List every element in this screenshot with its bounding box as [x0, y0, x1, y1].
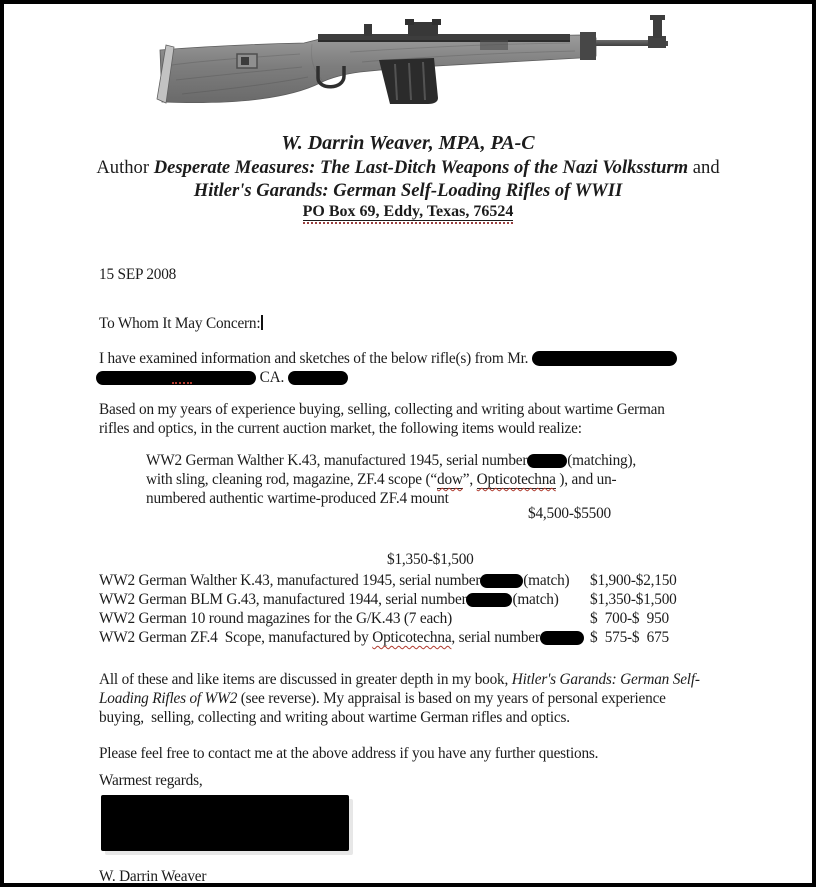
author-prefix: Author	[96, 157, 154, 178]
rifle-photo-illustration	[150, 10, 710, 120]
contact-line: Please feel free to contact me at the above address if you have any further questions.	[99, 745, 599, 762]
market-paragraph-line-2: rifles and optics, in the current auction market, the following items would realize:	[99, 420, 582, 437]
date-line: 15 SEP 2008	[99, 266, 177, 283]
text-cursor	[261, 315, 263, 330]
item-price: $1,350-$1,500	[590, 591, 677, 608]
misspelled-word: dow	[437, 471, 463, 488]
item-row: WW2 German 10 round magazines for the G/K.43 (7 each)	[99, 610, 452, 627]
item-price: $1,900-$2,150	[590, 572, 677, 589]
misspelled-word: Opticotechna	[476, 471, 556, 488]
signature-redaction-block	[101, 795, 349, 851]
book-title-2: Hitler's Garands: German Self-Loading Rifles of WWII	[193, 180, 623, 201]
redaction-bar	[288, 371, 348, 385]
redaction-bar	[527, 454, 567, 468]
intro-line-2: CA.	[96, 368, 348, 387]
salutation-line: To Whom It May Concern:	[99, 314, 263, 333]
letterhead-author-line	[4, 157, 812, 179]
address-underline: PO Box 69, Eddy, Texas, 76524	[303, 203, 514, 224]
book-reference-italic: Hitler's Garands: German Self-	[511, 671, 700, 688]
signature-name: W. Darrin Weaver	[99, 868, 207, 885]
and-suffix: and	[688, 157, 720, 178]
featured-item-price: $4,500-$5500	[528, 505, 612, 522]
standalone-price: $1,350-$1,500	[387, 551, 474, 568]
letterhead-address	[4, 203, 812, 224]
featured-item-line-1: WW2 German Walther K.43, manufactured 1945, serial number (matching),	[146, 452, 637, 469]
book-title-1: Desperate Measures: The Last-Ditch Weapons of the Nazi Volkssturm	[153, 157, 689, 178]
market-paragraph-line-1: Based on my years of experience buying, selling, collecting and writing about wartime German	[99, 401, 665, 418]
book-reference-italic: Loading Rifles of WW2	[99, 690, 238, 707]
misspelled-word: Opticotechna	[372, 629, 452, 646]
item-price: $ 575-$ 675	[590, 629, 669, 646]
featured-item-line-3: numbered authentic wartime-produced ZF.4 mount	[146, 490, 449, 507]
intro-line-1: I have examined information and sketches of the below rifle(s) from Mr.	[99, 349, 677, 368]
spellcheck-dots	[172, 378, 192, 384]
featured-item-line-2: with sling, cleaning rod, magazine, ZF.4 scope (“dow”, Opticotechna ), and un-	[146, 471, 617, 488]
item-row: WW2 German BLM G.43, manufactured 1944, serial number (match)	[99, 591, 559, 608]
letterhead-name: W. Darrin Weaver, MPA, PA-C	[281, 132, 535, 154]
item-price: $ 700-$ 950	[590, 610, 669, 627]
closing-paragraph-line-1: All of these and like items are discussed in greater depth in my book, Hitler's Garands: German Self-	[99, 671, 700, 688]
redaction-bar	[532, 351, 677, 366]
signoff-line: Warmest regards,	[99, 772, 203, 789]
item-row: WW2 German ZF.4 Scope, manufactured by Opticotechna, serial number	[99, 628, 584, 647]
closing-paragraph-line-2: Loading Rifles of WW2 (see reverse). My appraisal is based on my years of personal experience	[99, 690, 666, 707]
rifle-photo	[150, 10, 710, 120]
redaction-bar	[466, 593, 512, 607]
closing-paragraph-line-3: buying, selling, collecting and writing about wartime German rifles and optics.	[99, 709, 570, 726]
item-row: WW2 German Walther K.43, manufactured 1945, serial number (match)	[99, 572, 570, 589]
redaction-bar	[540, 631, 584, 645]
redaction-bar	[480, 574, 523, 588]
